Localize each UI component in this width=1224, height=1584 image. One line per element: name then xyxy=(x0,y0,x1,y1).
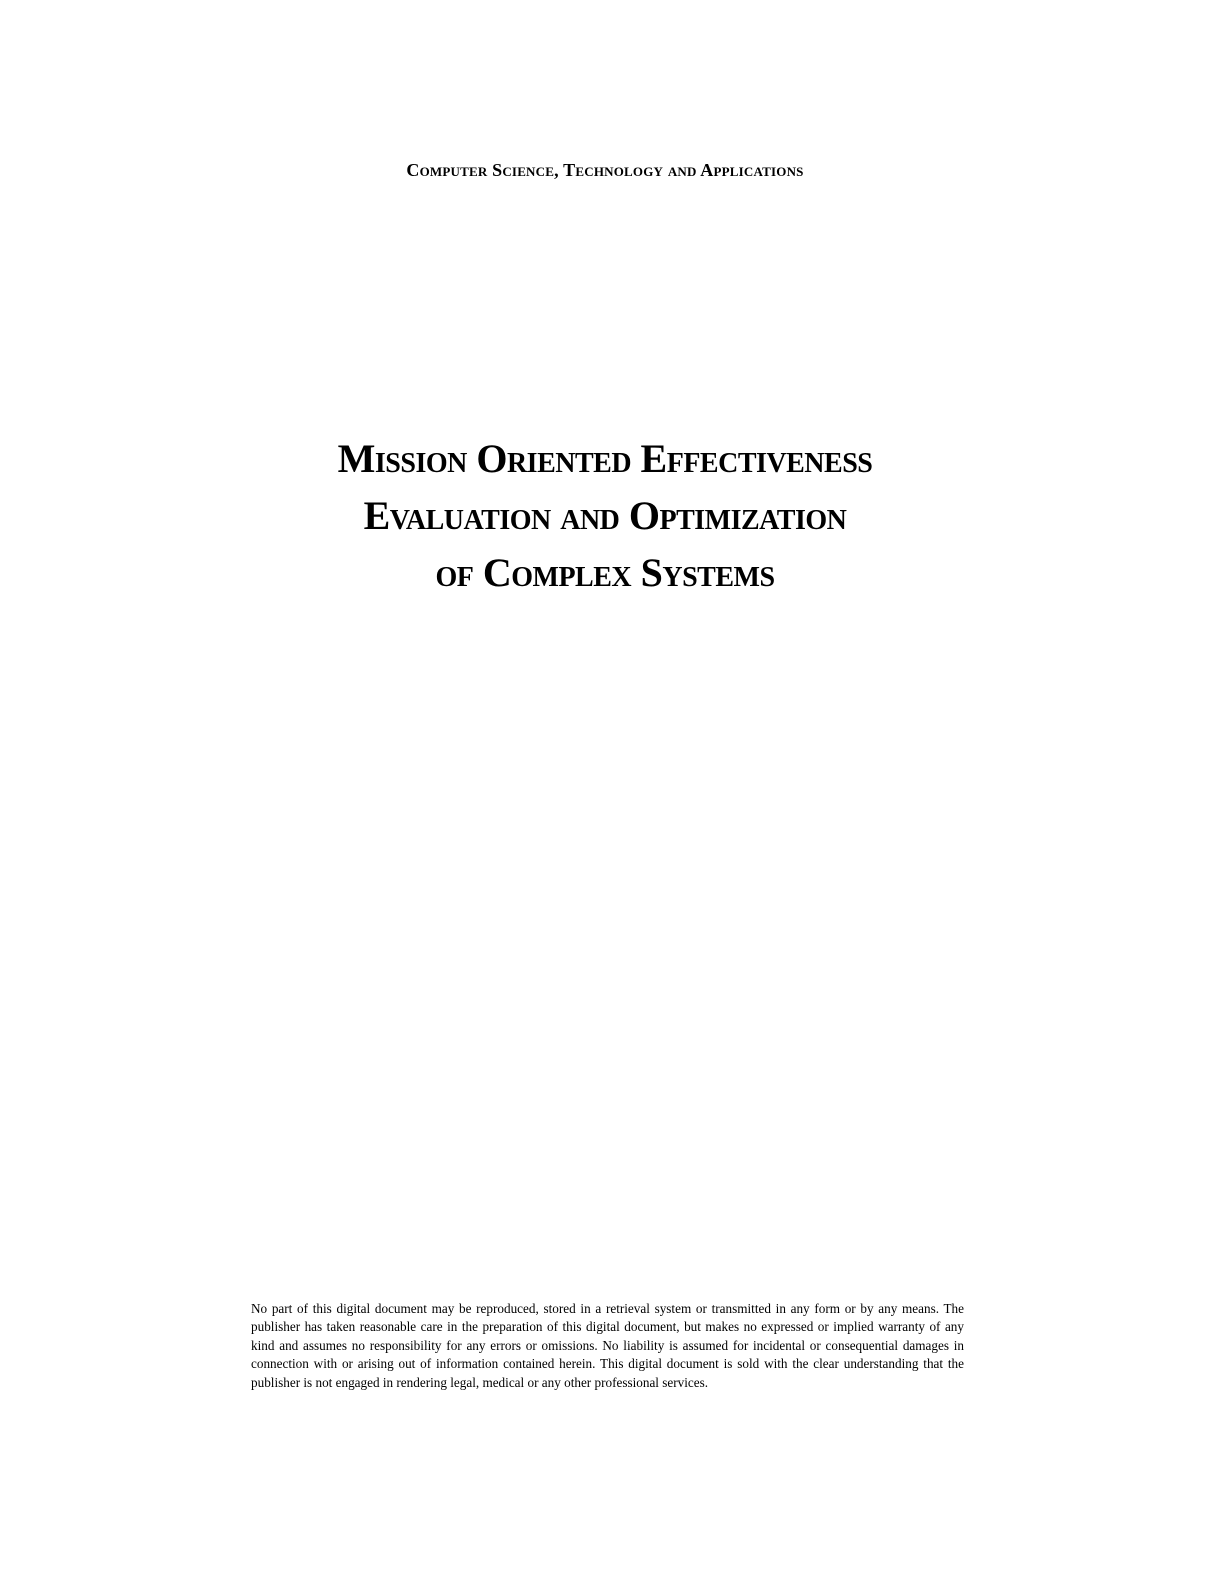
book-title xyxy=(0,430,1210,601)
book-title-line-2: Evaluation and Optimization xyxy=(363,493,847,538)
series-title: Computer Science, Technology and Applications xyxy=(406,160,804,180)
book-title-line-1: Mission Oriented Effectiveness xyxy=(337,436,873,481)
copyright-notice: No part of this digital document may be reproduced, stored in a retrieval system or transmitted in any form or by any means. The publisher has taken reasonable care in the preparation of this digital document, but makes no expressed or implied warranty of any kind and assumes no responsibility for any errors or omissions. No liability is assumed for incidental or consequential damages in connection with or arising out of information contained herein. This digital document is sold with the clear understanding that the publisher is not engaged in rendering legal, medical or any other professional services. xyxy=(251,1301,964,1390)
book-title-line-3: of Complex Systems xyxy=(435,550,775,595)
